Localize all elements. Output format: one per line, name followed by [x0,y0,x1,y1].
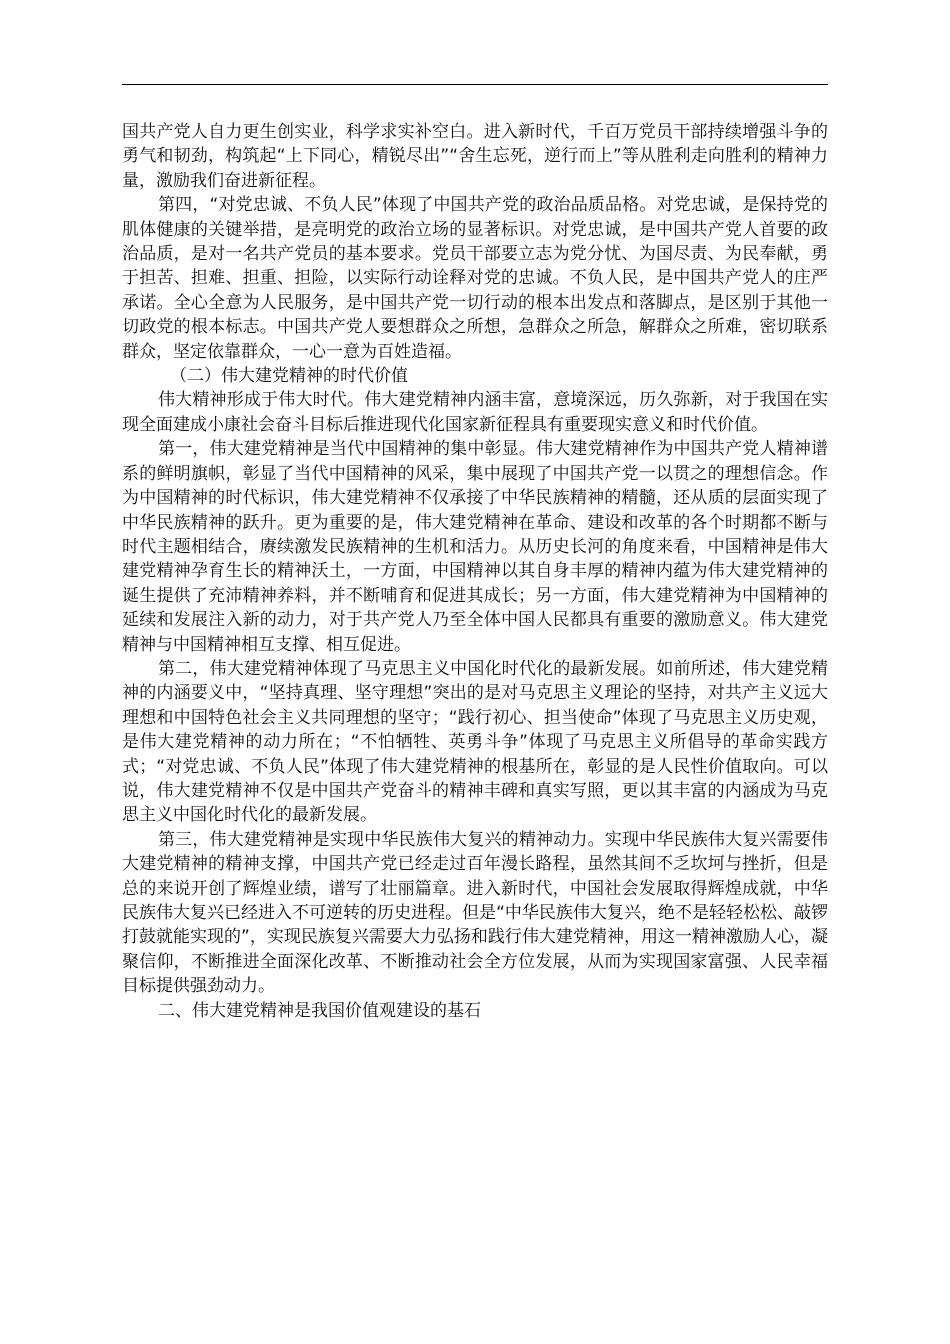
section-heading: 二、伟大建党精神是我国价值观建设的基石 [158,1000,481,1021]
document-body [122,120,828,1023]
paragraph-second: 第二，伟大建党精神体现了马克思主义中国化时代化的最新发展。如前所述，伟大建党精神的内涵要义中，“坚持真理、坚守理想”突出的是对马克思主义理论的坚持，对共产主义远大理想和中国特色社会主义共同理想的坚守；“践行初心、担当使命”体现了马克思主义历史观，是伟大建党精神的动力所在；“不怕牺牲、英勇斗争”体现了马克思主义所倡导的革命实践方式；“对党忠诚、不负人民”体现了伟大建党精神的根基所在，彰显的是人民性价值取向。可以说，伟大建党精神不仅是中国共产党奋斗的精神丰碑和真实写照，更以其丰富的内涵成为马克思主义中国化时代化的最新发展。 [122,658,828,826]
paragraph-intro: 伟大精神形成于伟大时代。伟大建党精神内涵丰富，意境深远，历久弥新，对于我国在实现全面建成小康社会奋斗目标后推进现代化国家新征程具有重要现实意义和时代价值。 [122,390,828,435]
paragraph-first: 第一，伟大建党精神是当代中国精神的集中彰显。伟大建党精神作为中国共产党人精神谱系的鲜明旗帜，彰显了当代中国精神的风采，集中展现了中国共产党一以贯之的理想信念。作为中国精神的时代标识，伟大建党精神不仅承接了中华民族精神的精髓，还从质的层面实现了中华民族精神的跃升。更为重要的是，伟大建党精神在革命、建设和改革的各个时期都不断与时代主题相结合，赓续激发民族精神的生机和活力。从历史长河的角度来看，中国精神是伟大建党精神孕育生长的精神沃土，一方面，中国精神以其自身丰厚的精神内蕴为伟大建党精神的诞生提供了充沛精神养料，并不断哺育和促进其成长；另一方面，伟大建党精神为中国精神的延续和发展注入新的动力，对于共产党人乃至全体中国人民都具有重要的激励意义。伟大建党精神与中国精神相互支撑、相互促进。 [122,439,828,655]
header-rule [122,84,828,85]
paragraph-fourth: 第四，“对党忠诚、不负人民”体现了中国共产党的政治品质品格。对党忠诚，是保持党的肌体健康的关键举措，是亮明党的政治立场的显著标识。对党忠诚，是中国共产党人首要的政治品质，是对一名共产党员的基本要求。党员干部要立志为党分忧、为国尽责、为民奉献，勇于担苦、担难、担重、担险，以实际行动诠释对党的忠诚。不负人民，是中国共产党人的庄严承诺。全心全意为人民服务，是中国共产党一切行动的根本出发点和落脚点，是区别于其他一切政党的根本标志。中国共产党人要想群众之所想，急群众之所急，解群众之所难，密切联系群众，坚定依靠群众，一心一意为百姓造福。 [122,195,828,362]
section-subheading: （二）伟大建党精神的时代价值 [170,366,408,387]
paragraph-continuation: 国共产党人自力更生创实业，科学求实补空白。进入新时代，千百万党员干部持续增强斗争的勇气和韧劲，构筑起“上下同心，精锐尽出”“舍生忘死，逆行而上”等从胜利走向胜利的精神力量，激励我们奋进新征程。 [122,122,828,191]
paragraph-third: 第三，伟大建党精神是实现中华民族伟大复兴的精神动力。实现中华民族伟大复兴需要伟大建党精神的精神支撑，中国共产党已经走过百年漫长路程，虽然其间不乏坎坷与挫折，但是总的来说开创了辉煌业绩，谱写了壮丽篇章。进入新时代，中国社会发展取得辉煌成就，中华民族伟大复兴已经进入不可逆转的历史进程。但是“中华民族伟大复兴，绝不是轻轻松松、敲锣打鼓就能实现的”，实现民族复兴需要大力弘扬和践行伟大建党精神，用这一精神激励人心，凝聚信仰，不断推进全面深化改革、不断推动社会全方位发展，从而为实现国家富强、人民幸福目标提供强劲动力。 [122,829,828,997]
